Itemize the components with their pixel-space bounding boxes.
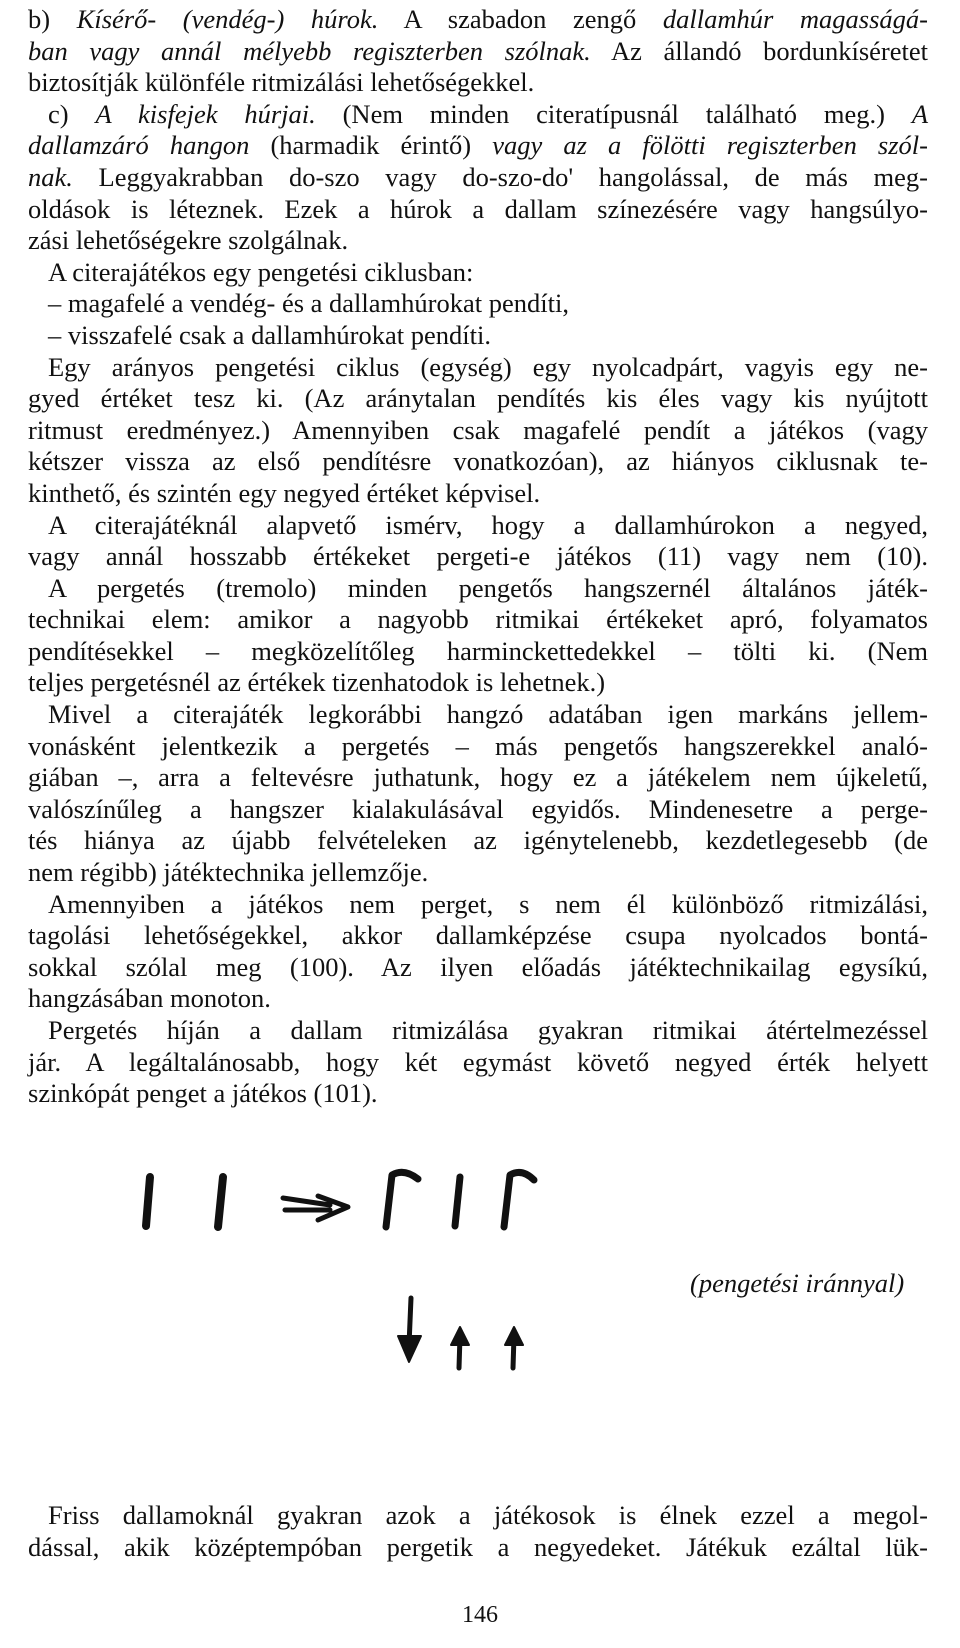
text-line: szinkópát penget a játékos (101). [28,1078,378,1109]
text-line: gyed értéket tesz ki. (Az aránytalan pendítés kis éles vagy kis nyújtott [28,383,928,414]
text-line: ban vagy annál mélyebb regiszterben szólnak. Az állandó bordunkíséretet [28,35,928,66]
text-line: A pergetés (tremolo) minden pengetős hangszernél általános játék- [48,572,928,603]
quarter-note-stroke [455,1177,460,1226]
text-line: sokkal szólal meg (100). Az ilyen előadás játéktechnikailag egysíkú, [28,951,928,982]
text-line: vonásként jelentkezik a pergetés – más pengetős hangszerekkel analó- [28,730,928,761]
text-line: dallamzáró hangon (harmadik érintő) vagy az a fölötti regiszterben szól- [28,130,928,161]
text-line: Friss dallamoknál gyakran azok a játékosok is élnek ezzel a megol- [48,1500,928,1530]
text-line: tagolási lehetőségekkel, akkor dallamképzése csupa nyolcados bontá- [28,920,928,951]
figure-caption: (pengetési iránnyal) [690,1268,905,1298]
main-text-continued [28,1500,928,1563]
eighth-note-stroke [504,1172,534,1227]
page-number: 146 [462,1602,498,1628]
text-line: kétszer vissza az első pendítésre vonatkozóan), az hiányos ciklusnak te- [28,446,928,477]
down-arrow-icon [409,1298,411,1345]
text-line: Amennyiben a játékos nem perget, s nem él különböző ritmizálási, [48,888,928,919]
text-line: b) Kísérő- (vendég-) húrok. A szabadon zengő dallamhúr magasságá- [28,4,928,34]
up-arrow-head [451,1327,469,1345]
text-line: biztosítják különféle ritmizálási lehetőségekkel. [28,67,535,98]
text-line: nem régibb) játéktechnika jellemzője. [28,857,429,888]
text-line: nak. Leggyakrabban do-szo vagy do-szo-do' hangolással, de más meg- [28,161,928,192]
text-line: valószínűleg a hangszer kialakulásával egyidős. Mindenesetre a perge- [28,793,928,824]
up-arrow-head [505,1327,523,1345]
text-line: jár. A legáltalánosabb, hogy két egymást követő negyed érték helyett [28,1046,928,1077]
text-line: Egy arányos pengetési ciklus (egység) egy nyolcadpárt, vagyis egy ne- [48,351,928,382]
text-line: hangzásában monoton. [28,983,271,1014]
up-arrow-icon [459,1336,460,1368]
text-line: giában –, arra a feltevésre juthatunk, hogy ez a játékelem nem újkeletű, [28,762,928,793]
up-arrow-icon [513,1336,514,1368]
text-line: – visszafelé csak a dallamhúrokat pendíti. [48,319,491,350]
quarter-note-stroke [146,1177,150,1226]
text-line: pendítésekkel – megközelítőleg harminckettedekkel – tölti ki. (Nem [28,635,928,666]
text-line: zási lehetőségekre szolgálnak. [28,225,349,256]
text-line: – magafelé a vendég- és a dallamhúrokat pendíti, [48,288,569,319]
text-line: teljes pergetésnél az értékek tizenhatodok is lehetnek.) [28,667,606,698]
implies-arrow-icon [283,1196,348,1220]
text-line: Mivel a citerajáték legkorábbi hangzó adatában igen markáns jellem- [48,699,928,730]
text-line: Pergetés híján a dallam ritmizálása gyakran ritmikai átértelmezéssel [48,1015,928,1045]
text-line: technikai elem: amikor a nagyobb ritmikai értékeket apró, folyamatos [28,604,928,635]
text-line: c) A kisfejek húrjai. (Nem minden citeratípusnál található meg.) A [48,98,928,129]
main-text [28,4,928,1110]
down-arrow-head [398,1336,421,1362]
text-line: oldások is léteznek. Ezek a húrok a dallam színezésére vagy hangsúlyo- [28,193,928,224]
quarter-note-stroke [218,1177,223,1227]
text-line: tés hiánya az újabb felvételeken az igénytelenebb, kezdetlegesebb (de [28,825,928,856]
text-line: A citerajátékos egy pengetési ciklusban: [48,256,474,287]
text-line: dással, akik középtempóban pergetik a negyedeket. Játékuk ezáltal lük- [28,1531,928,1562]
text-line: ritmust eredményez.) Amennyiben csak magafelé pendít a játékos (vagy [28,414,928,445]
text-line: kinthető, és szintén egy negyed értéket képvisel. [28,477,541,508]
eighth-note-stroke [386,1172,418,1227]
text-line: A citerajátéknál alapvető ismérv, hogy a dallamhúrokon a negyed, [48,509,928,540]
text-line: vagy annál hosszabb értékeket pergeti-e játékos (11) vagy nem (10). [28,541,928,572]
